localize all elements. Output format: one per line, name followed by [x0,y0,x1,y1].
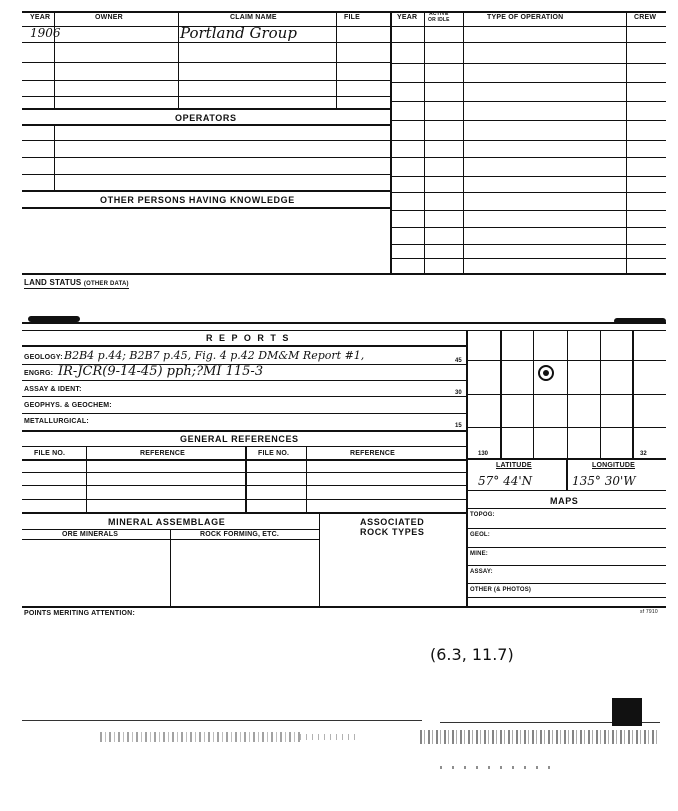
metallurgical-label: METALLURGICAL: [24,418,89,425]
claim-name-header: CLAIM NAME [230,14,277,21]
tick-130: 130 [478,451,489,457]
gr-reference-1: REFERENCE [140,450,185,457]
year2-header: YEAR [397,14,418,21]
scan-dots [440,766,560,769]
latitude-label: LATITUDE [496,462,532,469]
land-status-label: LAND STATUS (OTHER DATA) [24,278,129,287]
scan-noise-left [100,732,300,742]
reports-title: R E P O R T S [206,333,291,343]
maps-topog: TOPOG: [470,512,495,518]
geology-label: GEOLOGY: [24,354,63,361]
maps-geol: GEOL: [470,532,490,538]
engrg-label: ENGRG: [24,370,54,377]
tick-32: 32 [640,451,647,457]
location-marker-icon [538,365,554,381]
associated-label: ASSOCIATED [360,517,425,527]
scan-noise-mid [300,734,360,740]
maps-title: MAPS [550,496,579,506]
maps-mine: MINE: [470,551,488,557]
owner-header: OWNER [95,14,123,21]
geology-value: B2B4 p.44; B2B7 p.45, Fig. 4 p.42 DM&M Report #1, [64,349,365,362]
rock-forming-header: ROCK FORMING, ETC. [200,531,280,538]
assay-ident-label: ASSAY & IDENT: [24,386,82,393]
entry-year: 1906 [30,26,61,40]
points-meriting-attention: POINTS MERITING ATTENTION: [24,610,135,617]
longitude-value: 135° 30'W [572,474,636,488]
operators-title: OPERATORS [175,113,237,123]
engrg-value: IR-JCR(9-14-45) pph;?MI 115-3 [58,364,264,379]
year-header: YEAR [30,14,51,21]
file-header: FILE [344,14,360,21]
ore-minerals-header: ORE MINERALS [62,531,119,538]
handwritten-annotation: (6.3, 11.7) [430,645,514,664]
crew-header: CREW [634,14,657,21]
form-number: sf 7910 [640,609,658,615]
entry-claim-name: Portland Group [180,24,297,42]
maps-other: OTHER (& PHOTOS) [470,587,532,593]
maps-assay: ASSAY: [470,569,493,575]
other-persons-title: OTHER PERSONS HAVING KNOWLEDGE [100,195,295,205]
active-idle-header: ACTIVE OR IDLE [428,11,450,23]
scan-block [612,698,642,726]
gr-file-no-1: FILE NO. [34,450,66,457]
scan-noise-right [420,730,660,744]
latitude-value: 57° 44'N [478,474,533,488]
general-references-title: GENERAL REFERENCES [180,434,299,444]
tick-30: 30 [455,390,462,396]
tick-45: 45 [455,358,462,364]
mineral-assemblage-title: MINERAL ASSEMBLAGE [108,517,226,527]
tick-15: 15 [455,423,462,429]
type-of-operation-header: TYPE OF OPERATION [487,14,564,21]
longitude-label: LONGITUDE [592,462,636,469]
gr-file-no-2: FILE NO. [258,450,290,457]
gr-reference-2: REFERENCE [350,450,395,457]
rock-types-label: ROCK TYPES [360,527,425,537]
geophys-label: GEOPHYS. & GEOCHEM: [24,402,112,409]
